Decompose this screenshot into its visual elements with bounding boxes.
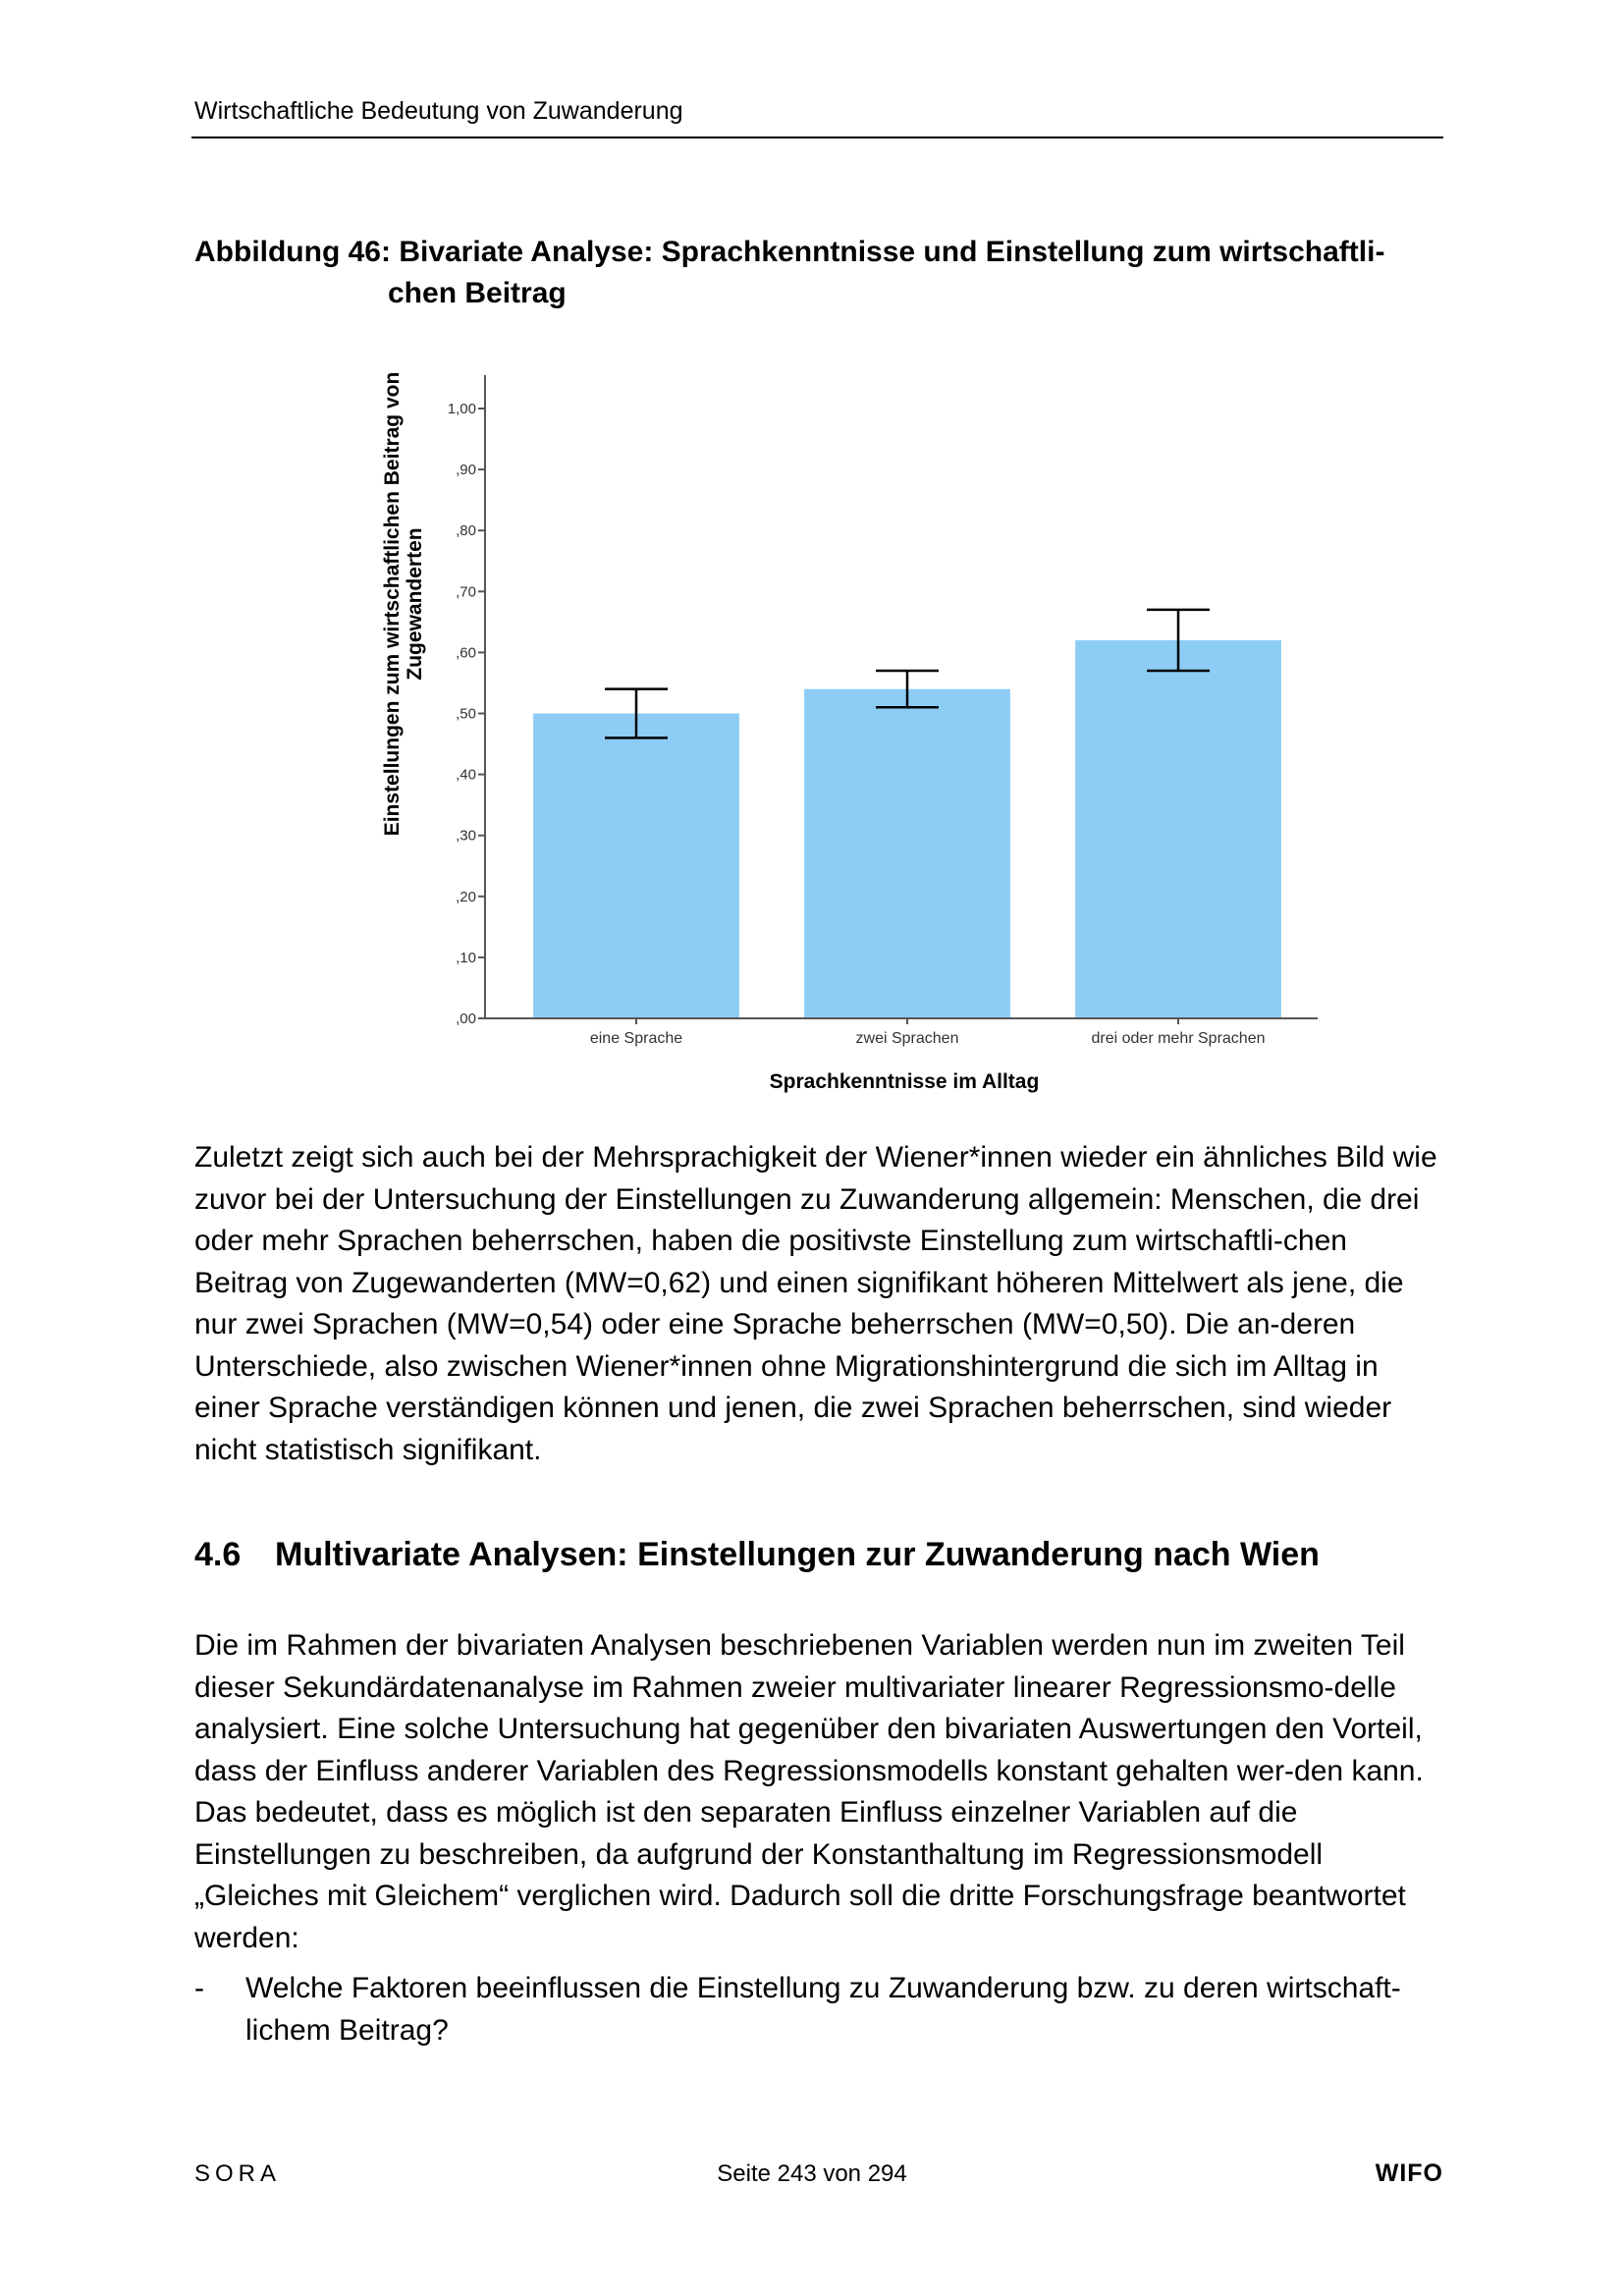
y-axis-label (381, 372, 426, 837)
bar (533, 714, 739, 1019)
y-tick-label: ,90 (456, 462, 476, 479)
paragraph-language-analysis: Zuletzt zeigt sich auch bei der Mehrsprachigkeit der Wiener*innen wieder ein ähnliches Bild wie zuvor bei der Untersuchung der Einstellungen zu Zuwanderung allgemein: Menschen, die drei oder mehr Sprachen beherrschen, haben die positivste Einstellung zum wirtschaftli-chen Beitrag von Zugewanderten (MW=0,62) und einen signifikant höheren Mittelwert als jene, die nur zwei Sprachen (MW=0,54) oder eine Sprache beherrschen (MW=0,50). Die an-deren Unterschiede, also zwischen Wiener*innen ohne Migrationshintergrund die sich im Alltag in einer Sprache verständigen können und jenen, die zwei Sprachen beherrschen, sind wieder nicht statistisch signifikant. (194, 1141, 1437, 1466)
y-tick-label: ,40 (456, 766, 476, 784)
x-tick-label: zwei Sprachen (855, 1030, 959, 1047)
header-divider (191, 137, 1443, 138)
y-tick-label: 1,00 (447, 401, 476, 417)
figure-caption-line1: Abbildung 46: Bivariate Analyse: Sprachkenntnisse und Einstellung zum wirtschaftli- (194, 236, 1385, 268)
figure-caption-line2: chen Beitrag (388, 277, 567, 309)
bar-chart (363, 324, 1335, 1110)
x-axis-label: Sprachkenntnisse im Alltag (769, 1070, 1040, 1093)
y-tick-label: ,70 (456, 583, 476, 601)
y-tick-label: ,50 (456, 705, 476, 723)
footer-wifo-logo: WIFO (1375, 2159, 1443, 2187)
bar (804, 689, 1010, 1018)
paragraph-multivariate-intro: Die im Rahmen der bivariaten Analysen beschriebenen Variablen werden nun im zweiten Teil dieser Sekundärdatenanalyse im Rahmen zweier multivariater linearer Regressionsmo-delle analysiert. Eine solche Untersuchung hat gegenüber den bivariaten Auswertungen den Vorteil, dass der Einfluss anderer Variablen des Regressionsmodells konstant gehalten wer-den kann. Das bedeutet, dass es möglich ist den separaten Einfluss einzelner Variablen auf die Einstellungen zu beschreiben, da aufgrund der Konstanthaltung im Regressionsmodell „Gleiches mit Gleichem“ verglichen wird. Dadurch soll die dritte Forschungsfrage beantwortet werden: (194, 1629, 1424, 1954)
section-number: 4.6 (194, 1536, 242, 1573)
x-tick-label: eine Sprache (589, 1030, 683, 1047)
list-item (194, 1968, 1446, 2051)
bar (1075, 640, 1281, 1018)
x-axis (485, 1018, 1318, 1047)
section-title: Multivariate Analysen: Einstellungen zur Zuwanderung nach Wien (275, 1536, 1320, 1573)
y-tick-label: ,80 (456, 522, 476, 540)
page-number: Seite 243 von 294 (717, 2160, 907, 2187)
x-tick-label: drei oder mehr Sprachen (1091, 1030, 1266, 1047)
chart-svg (363, 324, 1335, 1110)
y-axis-label-line2: Zugewanderten (404, 527, 426, 681)
footer-sora-logo: SORA (194, 2160, 282, 2187)
list-item-text: Welche Faktoren beeinflussen die Einstellung zu Zuwanderung bzw. zu deren wirtschaft-lichem Beitrag? (245, 1972, 1401, 2047)
running-header: Wirtschaftliche Bedeutung von Zuwanderung (194, 97, 683, 125)
y-axis (448, 375, 485, 1027)
y-tick-label: ,20 (456, 888, 476, 905)
y-tick-label: ,00 (456, 1011, 476, 1027)
figure-caption (194, 232, 1446, 314)
y-tick-label: ,10 (456, 949, 476, 966)
y-tick-label: ,60 (456, 644, 476, 662)
section-heading (194, 1534, 1320, 1575)
bullet-dash: - (194, 1972, 204, 2004)
y-tick-label: ,30 (456, 827, 476, 845)
y-axis-label-line1: Einstellungen zum wirtschaftlichen Beitrag von (381, 371, 404, 837)
